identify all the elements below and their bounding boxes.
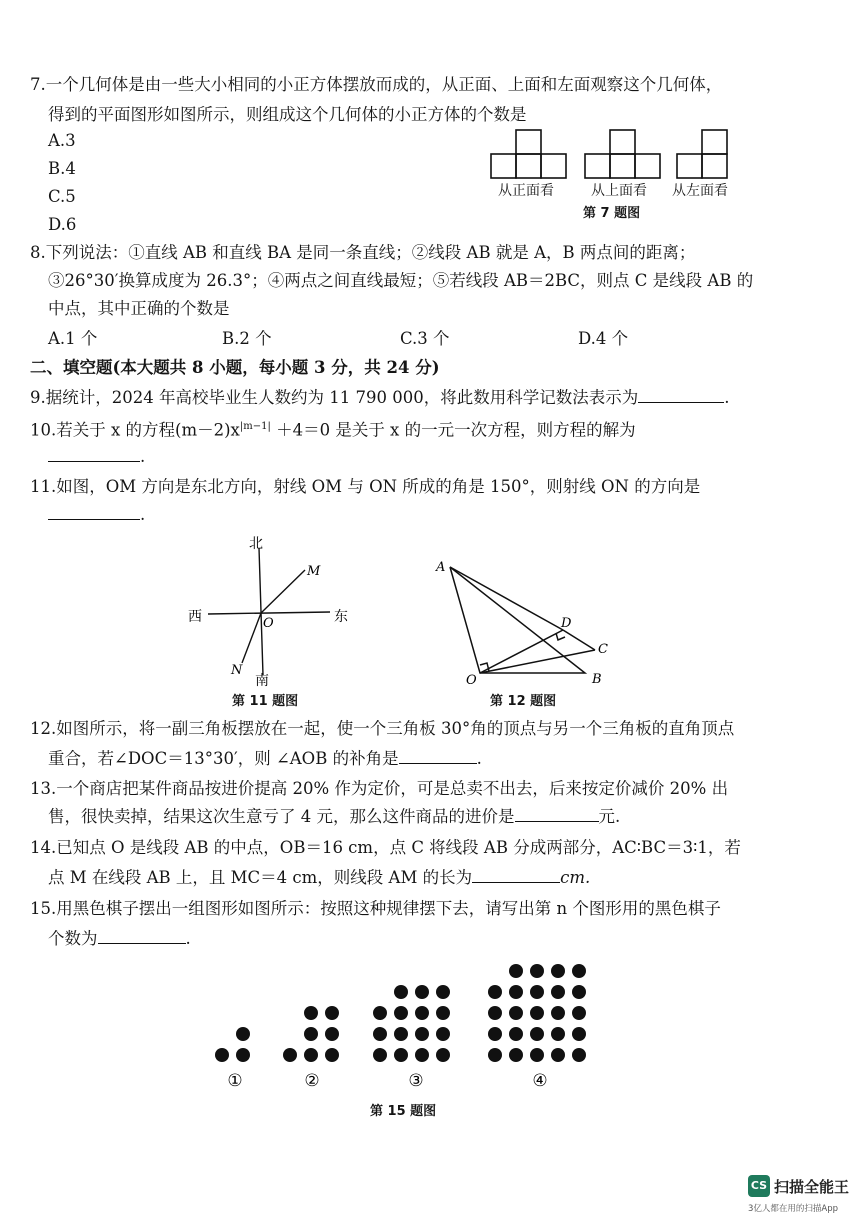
label-b: B <box>592 672 602 687</box>
west-east-axis <box>208 612 330 614</box>
q13-line1: 13.一个商店把某件商品按进价提高 20% 作为定价，可是总卖不出去，后来按定价减价 20% 出 <box>30 779 729 798</box>
q8-option-c: C.3 个 <box>400 329 450 348</box>
chess-piece-dot <box>572 985 586 999</box>
chess-piece-dot <box>488 1027 502 1041</box>
q8-line2: ③26°30′换算成度为 26.3°；④两点之间直线最短；⑤若线段 AB＝2BC，则点 C 是线段 AB 的 <box>48 271 754 290</box>
q15-line1: 15.用黑色棋子摆出一组图形如图所示：按照这种规律摆下去，请写出第 n 个图形用的黑色棋子 <box>30 899 721 918</box>
chess-piece-dot <box>236 1027 250 1041</box>
front-view-cube <box>491 154 516 178</box>
q9-text: 9.据统计，2024 年高校毕业生人数约为 11 790 000，将此数用科学记数法表示为 <box>30 388 639 407</box>
chess-piece-dot <box>436 1006 450 1020</box>
chess-piece-dot <box>509 964 523 978</box>
label-o: O <box>466 673 477 688</box>
q11-answer-line <box>48 504 145 526</box>
chess-piece-dot <box>394 1027 408 1041</box>
q10-pre: 10.若关于 x 的方程(m－2)x <box>30 420 240 440</box>
q7-stem-line1: 7.一个几何体是由一些大小相同的小正方体摆放而成的，从正面、上面和左面观察这个几何体， <box>30 75 723 94</box>
q7-stem-line2: 得到的平面图形如图所示，则组成这个几何体的小正方体的个数是 <box>48 105 527 124</box>
watermark-sub: 3亿人都在用的扫描App <box>748 1204 839 1214</box>
chess-piece-dot <box>551 1006 565 1020</box>
q7-views-figure <box>485 126 745 182</box>
chess-piece-dot <box>551 1048 565 1062</box>
ray-om <box>261 570 305 613</box>
q12-answer-blank[interactable] <box>399 749 477 764</box>
q14-answer-blank[interactable] <box>472 868 560 883</box>
q11-line: 11.如图，OM 方向是东北方向，射线 OM 与 ON 所成的角是 150°，则射线 ON 的方向是 <box>30 477 701 496</box>
chess-piece-dot <box>551 964 565 978</box>
q8-line3: 中点，其中正确的个数是 <box>48 299 230 318</box>
pattern-label-2: ② <box>304 1071 320 1091</box>
segment-od <box>480 630 563 673</box>
front-view-cube <box>516 130 541 154</box>
label-south: 南 <box>255 673 269 689</box>
figure-11 <box>180 530 360 690</box>
pattern-label-1: ① <box>227 1071 243 1091</box>
segment-ad <box>450 567 563 630</box>
chess-piece-dot <box>283 1048 297 1062</box>
chess-piece-dot <box>436 985 450 999</box>
segment-oc <box>480 650 595 673</box>
chess-piece-dot <box>394 1048 408 1062</box>
chess-piece-dot <box>509 1027 523 1041</box>
figure-12 <box>430 555 620 690</box>
q12-end: . <box>476 749 482 768</box>
q11-figure-caption: 第 11 题图 <box>232 694 299 709</box>
top-view-cube <box>610 130 635 154</box>
chess-piece-dot <box>530 1027 544 1041</box>
q14-line2 <box>48 867 590 889</box>
q13-text: 售，很快卖掉，结果这次生意亏了 4 元，那么这件商品的进价是 <box>48 807 515 826</box>
q7-view-top-label: 从上面看 <box>591 183 647 199</box>
front-view-cube <box>541 154 566 178</box>
q11-end: . <box>140 505 146 524</box>
chess-piece-dot <box>530 964 544 978</box>
chess-piece-dot <box>530 1006 544 1020</box>
q15-text: 个数为 <box>48 929 98 948</box>
chess-piece-dot <box>572 1027 586 1041</box>
q10-answer-blank[interactable] <box>48 447 140 462</box>
label-n: N <box>231 663 243 678</box>
ray-on <box>242 613 261 663</box>
q10-exponent: |m−1| <box>239 421 271 432</box>
right-angle-d <box>556 633 565 640</box>
chess-piece-dot <box>572 1006 586 1020</box>
q13-line2 <box>48 806 620 828</box>
label-c: C <box>598 642 608 657</box>
q8-option-b: B.2 个 <box>222 329 272 348</box>
label-east: 东 <box>334 609 348 625</box>
chess-piece-dot <box>530 985 544 999</box>
top-view-cube <box>610 154 635 178</box>
chess-piece-dot <box>509 1006 523 1020</box>
chess-piece-dot <box>373 1006 387 1020</box>
pattern-label-4: ④ <box>532 1071 548 1091</box>
section2-heading: 二、填空题(本大题共 8 小题，每小题 3 分，共 24 分) <box>30 358 440 377</box>
q10-end: . <box>140 447 146 466</box>
q13-end: 元. <box>598 807 621 826</box>
watermark-name: 扫描全能王 <box>774 1178 850 1196</box>
chess-piece-dot <box>373 1048 387 1062</box>
chess-piece-dot <box>236 1048 250 1062</box>
label-north: 北 <box>249 536 263 552</box>
q15-line2 <box>48 928 191 950</box>
q11-answer-blank[interactable] <box>48 505 140 520</box>
q15-end: . <box>185 929 191 948</box>
q7-option-b: B.4 <box>48 159 76 178</box>
chess-piece-dot <box>572 964 586 978</box>
chess-piece-dot <box>415 985 429 999</box>
chess-piece-dot <box>488 1048 502 1062</box>
q7-option-d: D.6 <box>48 215 77 234</box>
chess-piece-dot <box>394 985 408 999</box>
chess-piece-dot <box>325 1048 339 1062</box>
label-d: D <box>561 616 572 631</box>
q8-line1: 8.下列说法：①直线 AB 和直线 BA 是同一条直线；②线段 AB 就是 A，B 两点间的距离； <box>30 243 696 262</box>
q14-end: cm. <box>560 868 591 887</box>
q12-line2 <box>48 748 482 770</box>
chess-piece-dot <box>325 1006 339 1020</box>
q7-view-left-label: 从左面看 <box>672 183 728 199</box>
left-view-cube <box>702 154 727 178</box>
chess-piece-dot <box>551 1027 565 1041</box>
q10-answer-line <box>48 446 145 468</box>
chess-piece-dot <box>488 1006 502 1020</box>
front-view-cube <box>516 154 541 178</box>
q15-answer-blank[interactable] <box>98 929 186 944</box>
chess-piece-dot <box>325 1027 339 1041</box>
label-o: O <box>263 616 274 631</box>
q7-option-c: C.5 <box>48 187 76 206</box>
top-view-cube <box>635 154 660 178</box>
chess-piece-dot <box>304 1006 318 1020</box>
chess-piece-dot <box>509 1048 523 1062</box>
top-view-cube <box>585 154 610 178</box>
chess-piece-dot <box>215 1048 229 1062</box>
left-view-cube <box>702 130 727 154</box>
q12-text: 重合，若∠DOC＝13°30′，则 ∠AOB 的补角是 <box>48 749 399 768</box>
chess-piece-dot <box>304 1027 318 1041</box>
segment-dc <box>563 630 595 650</box>
q15-figure-caption: 第 15 题图 <box>370 1104 437 1119</box>
q8-option-a: A.1 个 <box>48 329 98 348</box>
chess-piece-dot <box>436 1027 450 1041</box>
chess-piece-dot <box>530 1048 544 1062</box>
scanner-watermark <box>748 1175 858 1220</box>
chess-piece-dot <box>373 1027 387 1041</box>
figure-15 <box>200 950 600 1095</box>
chess-piece-dot <box>415 1048 429 1062</box>
chess-piece-dot <box>572 1048 586 1062</box>
q8-option-d: D.4 个 <box>578 329 629 348</box>
pattern-label-3: ③ <box>408 1071 424 1091</box>
chess-piece-dot <box>436 1048 450 1062</box>
chess-piece-dot <box>394 1006 408 1020</box>
chess-piece-dot <box>304 1048 318 1062</box>
q9-answer-blank[interactable] <box>638 388 724 403</box>
q10-post: ＋4＝0 是关于 x 的一元一次方程，则方程的解为 <box>270 420 636 440</box>
q10-line <box>30 416 636 442</box>
chess-piece-dot <box>488 985 502 999</box>
chess-piece-dot <box>509 985 523 999</box>
chess-piece-dot <box>415 1027 429 1041</box>
chess-piece-dot <box>551 985 565 999</box>
q13-answer-blank[interactable] <box>515 807 599 822</box>
q9-end: . <box>724 388 730 407</box>
q7-figure-caption: 第 7 题图 <box>583 206 641 221</box>
q14-text: 点 M 在线段 AB 上，且 MC＝4 cm，则线段 AM 的长为 <box>48 868 473 887</box>
label-west: 西 <box>188 609 202 625</box>
q12-line1: 12.如图所示，将一副三角板摆放在一起，使一个三角板 30°角的顶点与另一个三角板的直角顶点 <box>30 719 735 738</box>
q14-line1: 14.已知点 O 是线段 AB 的中点，OB＝16 cm，点 C 将线段 AB 分成两部分，AC∶BC＝3∶1，若 <box>30 838 741 857</box>
q7-option-a: A.3 <box>48 131 76 150</box>
q9-line <box>30 387 729 409</box>
chess-piece-dot <box>415 1006 429 1020</box>
label-m: M <box>307 564 321 579</box>
camscanner-icon: CS <box>748 1175 770 1197</box>
label-a: A <box>436 560 446 575</box>
left-view-cube <box>677 154 702 178</box>
q12-figure-caption: 第 12 题图 <box>490 694 557 709</box>
q7-view-front-label: 从正面看 <box>498 183 554 199</box>
